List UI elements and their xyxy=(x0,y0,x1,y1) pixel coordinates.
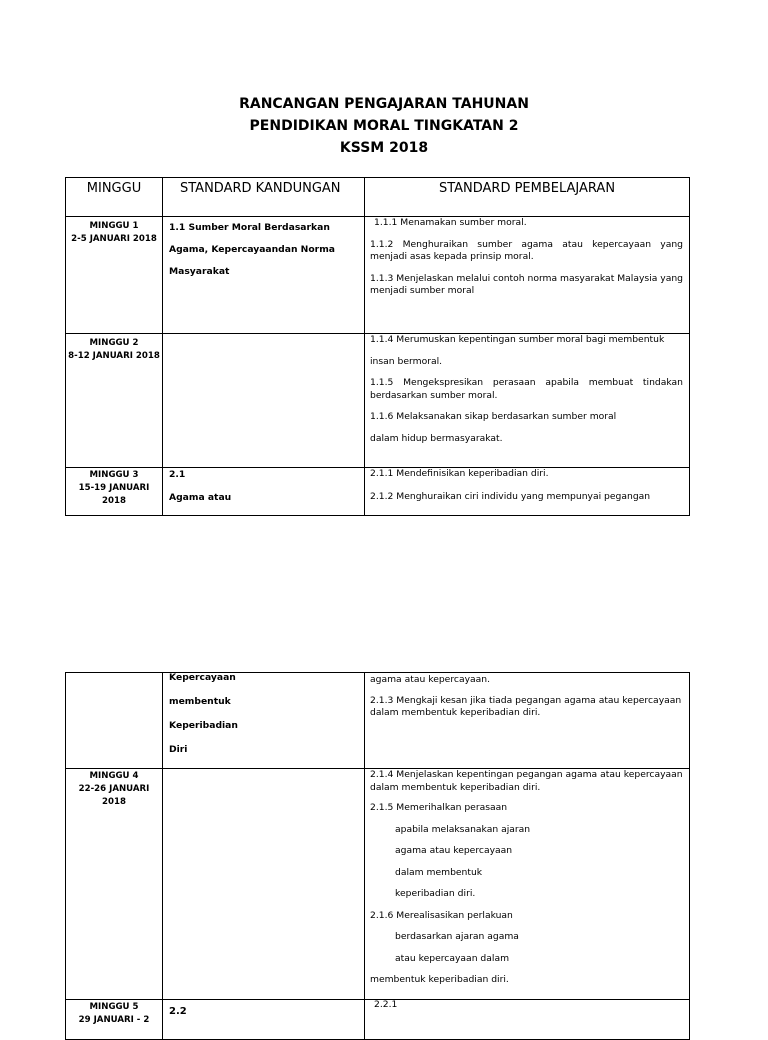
standard-kandungan-cell xyxy=(163,468,365,516)
week-cell xyxy=(66,673,163,769)
standard-kandungan-cell xyxy=(163,334,365,468)
sk-line: Agama atau xyxy=(169,492,232,503)
sk-line: Keperibadian xyxy=(169,720,238,731)
sk-line: Masyarakat xyxy=(169,266,230,277)
sp-item: apabila melaksanakan ajaran xyxy=(395,823,531,835)
sp-item: dalam hidup bermasyarakat. xyxy=(370,432,503,444)
table-row xyxy=(66,217,690,334)
week-dates: 2018 xyxy=(102,496,126,506)
week-label: MINGGU 1 xyxy=(89,221,139,231)
sp-item: 1.1.3 Menjelaskan melalui contoh norma masyarakat Malaysia yang menjadi sumber moral xyxy=(370,272,684,296)
sp-item: membentuk keperibadian diri. xyxy=(370,974,509,985)
sp-item: 1.1.5 Mengekspresikan perasaan apabila membuat tindakan berdasarkan sumber moral. xyxy=(370,377,683,401)
sp-item: keperibadian diri. xyxy=(395,888,476,899)
sp-item: 1.1.1 Menamakan sumber moral. xyxy=(374,217,527,228)
sk-line: 2.1 xyxy=(169,469,186,480)
week-dates: 15-19 JANUARI xyxy=(78,483,150,493)
sp-item: insan bermoral. xyxy=(370,355,443,367)
sk-line: Kepercayaan xyxy=(169,672,236,683)
header-standard-pembelajaran: STANDARD PEMBELAJARAN xyxy=(365,178,690,217)
sp-item: 2.1.6 Merealisasikan perlakuan xyxy=(370,909,513,921)
title-line-1: RANCANGAN PENGAJARAN TAHUNAN xyxy=(239,96,529,112)
sk-line: Diri xyxy=(169,744,188,755)
sp-item: 2.1.5 Memerihalkan perasaan xyxy=(370,802,508,813)
standard-kandungan-cell xyxy=(163,217,365,334)
sk-line: 2.2 xyxy=(169,1006,187,1017)
week-label: MINGGU 5 xyxy=(89,1002,139,1012)
week-dates: 2-5 JANUARI 2018 xyxy=(71,234,157,244)
sp-item: 2.1.4 Menjelaskan kepentingan pegangan agama atau kepercayaan dalam membentuk keperibadian diri. xyxy=(370,769,683,793)
standard-pembelajaran-cell xyxy=(365,217,690,334)
sp-item: 1.1.2 Menghuraikan sumber agama atau kepercayaan yang menjadi asas kepada prinsip moral. xyxy=(370,238,683,262)
sk-line: Agama, Kepercayaandan Norma xyxy=(169,244,335,255)
sp-item: 2.1.3 Mengkaji kesan jika tiada pegangan agama atau kepercayaan dalam membentuk keperibadian diri. xyxy=(370,694,682,718)
week-cell xyxy=(66,769,163,1000)
title-line-2: PENDIDIKAN MORAL TINGKATAN 2 xyxy=(249,118,519,134)
sp-item: agama atau kepercayaan. xyxy=(370,674,491,685)
sp-item: atau kepercayaan dalam xyxy=(395,952,510,964)
table-row xyxy=(66,334,690,468)
week-cell xyxy=(66,334,163,468)
sp-item: 2.2.1 xyxy=(374,999,398,1010)
standard-pembelajaran-cell xyxy=(365,1000,690,1040)
week-dates: 2018 xyxy=(102,797,126,807)
week-dates: 22-26 JANUARI xyxy=(78,784,150,794)
standard-kandungan-cell xyxy=(163,673,365,769)
week-dates: 29 JANUARI - 2 xyxy=(78,1015,150,1025)
sp-item: agama atau kepercayaan xyxy=(395,845,513,856)
week-label: MINGGU 2 xyxy=(89,338,139,348)
plan-table-page-2 xyxy=(65,672,690,1040)
standard-kandungan-cell xyxy=(163,1000,365,1040)
week-cell xyxy=(66,468,163,516)
standard-pembelajaran-cell xyxy=(365,769,690,1000)
sp-item: berdasarkan ajaran agama xyxy=(395,931,519,942)
sp-item: 2.1.2 Menghuraikan ciri individu yang mempunyai pegangan xyxy=(370,490,651,502)
sp-item: 1.1.6 Melaksanakan sikap berdasarkan sumber moral xyxy=(370,411,617,422)
week-label: MINGGU 3 xyxy=(89,470,139,480)
sp-item: 2.1.1 Mendefinisikan keperibadian diri. xyxy=(370,468,549,479)
week-dates: 8-12 JANUARI 2018 xyxy=(68,351,160,361)
sp-item: dalam membentuk xyxy=(395,866,483,878)
standard-kandungan-cell xyxy=(163,769,365,1000)
header-standard-kandungan: STANDARD KANDUNGAN xyxy=(163,178,365,217)
sp-item: 1.1.4 Merumuskan kepentingan sumber moral bagi membentuk xyxy=(370,334,665,345)
week-label: MINGGU 4 xyxy=(89,771,139,781)
sk-line: membentuk xyxy=(169,696,231,707)
table-row xyxy=(66,769,690,1000)
table-row xyxy=(66,673,690,769)
header-minggu: MINGGU xyxy=(66,178,163,217)
standard-pembelajaran-cell xyxy=(365,673,690,769)
standard-pembelajaran-cell xyxy=(365,468,690,516)
week-cell xyxy=(66,1000,163,1040)
title-line-3: KSSM 2018 xyxy=(339,140,429,156)
table-row xyxy=(66,1000,690,1040)
sk-line: 1.1 Sumber Moral Berdasarkan xyxy=(169,222,330,233)
week-cell xyxy=(66,217,163,334)
plan-table-page-1 xyxy=(65,177,690,516)
document-title xyxy=(0,93,768,159)
table-header-row xyxy=(66,178,690,217)
standard-pembelajaran-cell xyxy=(365,334,690,468)
table-row xyxy=(66,468,690,516)
